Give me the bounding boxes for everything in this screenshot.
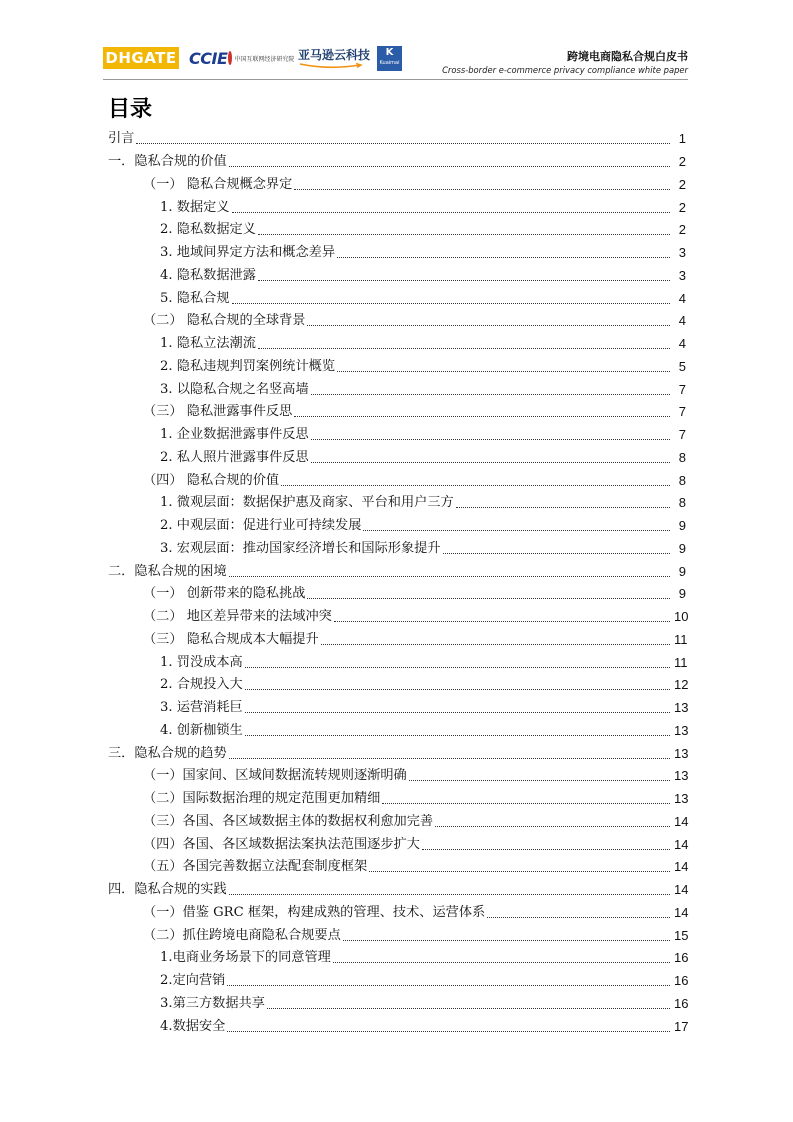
toc-leader-dots — [245, 689, 670, 690]
toc-entry-page: 15 — [674, 927, 689, 943]
toc-entry[interactable] — [108, 606, 689, 629]
dhgate-logo — [103, 47, 179, 69]
toc-leader-dots — [227, 1031, 670, 1032]
toc-entry-page: 8 — [678, 449, 686, 465]
toc-entry[interactable] — [108, 424, 686, 447]
toc-entry-label: （五）各国完善数据立法配套制度框架 — [143, 859, 368, 875]
toc-leader-dots — [337, 257, 670, 258]
toc-entry[interactable] — [108, 993, 689, 1016]
toc-entry-page: 8 — [678, 495, 686, 511]
toc-entry-page: 7 — [678, 381, 686, 397]
toc-entry-page: 16 — [674, 973, 689, 989]
toc-entry-label: 3. 宏观层面：推动国家经济增长和国际形象提升 — [160, 540, 441, 556]
toc-entry-label: （三） 隐私合规成本大幅提升 — [143, 631, 319, 647]
toc-entry-label: （三）各国、各区域数据主体的数据权利愈加完善 — [143, 813, 434, 829]
toc-leader-dots — [258, 348, 670, 349]
toc-entry[interactable] — [108, 242, 686, 265]
toc-entry[interactable] — [108, 674, 689, 697]
toc-entry-label: 2. 隐私违规判罚案例统计概览 — [160, 358, 336, 374]
toc-entry[interactable] — [108, 219, 686, 242]
toc-entry-label: 4.数据安全 — [160, 1018, 226, 1034]
toc-entry[interactable] — [108, 811, 689, 834]
toc-entry-label: 1. 微观层面：数据保护惠及商家、平台和用户三方 — [160, 495, 454, 511]
toc-entry[interactable] — [108, 401, 686, 424]
toc-entry[interactable] — [108, 720, 689, 743]
toc-entry[interactable] — [108, 265, 686, 288]
toc-entry[interactable] — [108, 128, 686, 151]
toc-entry-label: 4. 创新枷锁生 — [160, 722, 243, 738]
toc-entry-label: 1. 隐私立法潮流 — [160, 336, 256, 352]
toc-entry[interactable] — [108, 378, 686, 401]
toc-entry[interactable] — [108, 833, 689, 856]
toc-entry-label: 1.电商业务场景下的同意管理 — [160, 950, 331, 966]
toc-entry[interactable] — [108, 629, 686, 652]
toc-entry-label: 2. 中观层面：促进行业可持续发展 — [160, 518, 362, 534]
toc-entry[interactable] — [108, 856, 689, 879]
globe-icon — [228, 51, 232, 65]
toc-entry-label: 4. 隐私数据泄露 — [160, 267, 256, 283]
toc-entry[interactable] — [108, 765, 689, 788]
toc-entry[interactable] — [108, 651, 686, 674]
toc-entry-page: 4 — [678, 290, 686, 306]
toc-leader-dots — [456, 507, 670, 508]
toc-entry[interactable] — [108, 174, 686, 197]
toc-leader-dots — [369, 871, 670, 872]
toc-entry[interactable] — [108, 697, 689, 720]
toc-entry-page: 2 — [678, 199, 686, 215]
toc-entry[interactable] — [108, 515, 686, 538]
toc-entry-page: 9 — [678, 540, 686, 556]
toc-leader-dots — [258, 280, 670, 281]
toc-leader-dots — [307, 325, 670, 326]
toc-entry[interactable] — [108, 492, 686, 515]
toc-leader-dots — [227, 985, 670, 986]
toc-entry-label: （一）国家间、区域间数据流转规则逐渐明确 — [143, 768, 407, 784]
toc-entry-page: 2 — [678, 222, 686, 238]
toc-entry-label: 引言 — [108, 131, 135, 147]
toc-entry-label: 5. 隐私合规 — [160, 290, 230, 306]
toc-entry-page: 3 — [678, 267, 686, 283]
toc-leader-dots — [232, 212, 670, 213]
toc-entry[interactable] — [108, 947, 689, 970]
toc-leader-dots — [229, 758, 670, 759]
toc-entry-label: （一） 创新带来的隐私挑战 — [143, 586, 306, 602]
toc-leader-dots — [487, 917, 670, 918]
toc-entry[interactable] — [108, 310, 686, 333]
toc-entry-label: 2. 隐私数据定义 — [160, 222, 256, 238]
toc-leader-dots — [229, 166, 670, 167]
toc-leader-dots — [307, 598, 670, 599]
toc-entry-label: 二．隐私合规的困境 — [108, 563, 227, 579]
toc-leader-dots — [409, 780, 670, 781]
toc-entry[interactable] — [108, 538, 686, 561]
toc-entry-page: 4 — [678, 313, 686, 329]
toc-entry-page: 16 — [674, 950, 689, 966]
ccie-logo-subtitle: 中国互联网经济研究院 — [234, 55, 295, 63]
toc-leader-dots — [422, 849, 670, 850]
toc-entry-label: 一．隐私合规的价值 — [108, 154, 227, 170]
toc-entry-label: 2. 合规投入大 — [160, 677, 243, 693]
document-subtitle: Cross-border e-commerce privacy compliance white paper — [442, 65, 688, 75]
toc-leader-dots — [321, 644, 670, 645]
toc-entry[interactable] — [108, 287, 686, 310]
toc-leader-dots — [258, 234, 670, 235]
toc-entry-label: 3. 以隐私合规之名竖高墙 — [160, 381, 309, 397]
ccie-logo — [189, 47, 293, 69]
dhgate-logo-text: DHGATE — [105, 49, 177, 67]
toc-entry-page: 7 — [678, 427, 686, 443]
toc-entry[interactable] — [108, 469, 686, 492]
toc-entry-page: 14 — [674, 836, 689, 852]
toc-leader-dots — [343, 940, 670, 941]
toc-entry[interactable] — [108, 151, 686, 174]
smile-arrow-icon — [298, 63, 372, 69]
document-title: 跨境电商隐私合规白皮书 — [567, 50, 688, 63]
toc-entry-label: 3. 地域间界定方法和概念差异 — [160, 245, 336, 261]
toc-entry-label: （二）国际数据治理的规定范围更加精细 — [143, 791, 381, 807]
toc-entry-label: （一） 隐私合规概念界定 — [143, 176, 293, 192]
toc-entry-label: （一）借鉴 GRC 框架，构建成熟的管理、技术、运营体系 — [143, 904, 486, 920]
toc-entry-page: 7 — [678, 404, 686, 420]
toc-entry-page: 13 — [674, 722, 689, 738]
toc-entry[interactable] — [108, 879, 689, 902]
toc-entry-page: 14 — [674, 859, 689, 875]
toc-leader-dots — [294, 189, 670, 190]
toc-entry[interactable] — [108, 742, 689, 765]
toc-entry-label: 2.定向营销 — [160, 973, 226, 989]
toc-entry-page: 9 — [678, 518, 686, 534]
toc-leader-dots — [363, 530, 670, 531]
toc-entry[interactable] — [108, 196, 686, 219]
toc-entry-page: 14 — [674, 882, 689, 898]
table-of-contents — [0, 128, 793, 1038]
toc-entry-page: 11 — [674, 654, 688, 670]
toc-entry-page: 9 — [678, 586, 686, 602]
toc-entry-label: （四） 隐私合规的价值 — [143, 472, 280, 488]
toc-entry-label: （二）抓住跨境电商隐私合规要点 — [143, 927, 341, 943]
header-divider — [103, 79, 688, 80]
toc-entry[interactable] — [108, 356, 686, 379]
toc-leader-dots — [294, 416, 670, 417]
toc-entry[interactable] — [108, 902, 689, 925]
toc-entry-page: 10 — [674, 609, 689, 625]
toc-leader-dots — [281, 485, 670, 486]
toc-leader-dots — [333, 962, 670, 963]
toc-leader-dots — [229, 576, 670, 577]
toc-entry-page: 8 — [678, 472, 686, 488]
toc-entry-page: 3 — [678, 245, 686, 261]
toc-heading: 目录 — [108, 97, 153, 122]
toc-leader-dots — [245, 667, 670, 668]
toc-entry-page: 13 — [674, 768, 689, 784]
toc-leader-dots — [229, 894, 670, 895]
toc-leader-dots — [337, 371, 670, 372]
toc-entry-label: 1. 罚没成本高 — [160, 654, 243, 670]
toc-entry-page: 1 — [678, 131, 686, 147]
toc-entry-page: 14 — [674, 813, 689, 829]
kuaimai-logo-text: Kuaimai — [379, 60, 400, 66]
toc-entry[interactable] — [108, 1015, 689, 1038]
toc-leader-dots — [334, 621, 670, 622]
page-header — [0, 0, 793, 90]
amazon-cloud-logo — [298, 47, 372, 69]
toc-entry-label: （二） 隐私合规的全球背景 — [143, 313, 306, 329]
toc-entry[interactable] — [108, 333, 686, 356]
amazon-logo-text: 亚马逊云科技 — [298, 48, 371, 62]
toc-leader-dots — [267, 1008, 670, 1009]
toc-entry-page: 13 — [674, 745, 689, 761]
toc-entry-page: 16 — [674, 995, 689, 1011]
toc-entry-label: 3. 运营消耗巨 — [160, 700, 243, 716]
toc-entry-page: 14 — [674, 904, 689, 920]
toc-entry-label: 3.第三方数据共享 — [160, 995, 265, 1011]
kuaimai-logo-mark: K — [385, 47, 394, 58]
toc-leader-dots — [245, 735, 670, 736]
toc-entry-label: 1. 企业数据泄露事件反思 — [160, 427, 309, 443]
toc-entry-page: 13 — [674, 791, 689, 807]
toc-entry-label: 四．隐私合规的实践 — [108, 882, 227, 898]
toc-entry-label: 1. 数据定义 — [160, 199, 230, 215]
toc-entry[interactable] — [108, 560, 686, 583]
toc-entry-page: 2 — [678, 154, 686, 170]
toc-leader-dots — [435, 826, 670, 827]
toc-leader-dots — [311, 394, 670, 395]
toc-entry-page: 4 — [678, 336, 686, 352]
toc-entry-label: （三） 隐私泄露事件反思 — [143, 404, 293, 420]
toc-entry[interactable] — [108, 970, 689, 993]
toc-leader-dots — [443, 553, 670, 554]
kuaimai-logo — [377, 46, 402, 71]
toc-leader-dots — [245, 712, 670, 713]
toc-leader-dots — [382, 803, 670, 804]
toc-entry-label: 2. 私人照片泄露事件反思 — [160, 449, 309, 465]
toc-entry[interactable] — [108, 788, 689, 811]
toc-leader-dots — [232, 303, 670, 304]
toc-entry-page: 12 — [674, 677, 689, 693]
toc-entry-label: 三．隐私合规的趋势 — [108, 745, 227, 761]
toc-entry-page: 17 — [674, 1018, 689, 1034]
toc-entry-label: （二） 地区差异带来的法域冲突 — [143, 609, 332, 625]
toc-entry-page: 11 — [674, 631, 688, 647]
toc-leader-dots — [311, 462, 670, 463]
toc-entry[interactable] — [108, 447, 686, 470]
toc-entry-page: 9 — [678, 563, 686, 579]
toc-entry-page: 13 — [674, 700, 689, 716]
toc-entry-label: （四）各国、各区域数据法案执法范围逐步扩大 — [143, 836, 420, 852]
toc-entry[interactable] — [108, 583, 686, 606]
toc-leader-dots — [136, 143, 670, 144]
toc-entry[interactable] — [108, 924, 689, 947]
ccie-logo-text: CCIE — [189, 48, 228, 68]
toc-entry-page: 5 — [678, 358, 686, 374]
toc-leader-dots — [311, 439, 670, 440]
toc-entry-page: 2 — [678, 176, 686, 192]
